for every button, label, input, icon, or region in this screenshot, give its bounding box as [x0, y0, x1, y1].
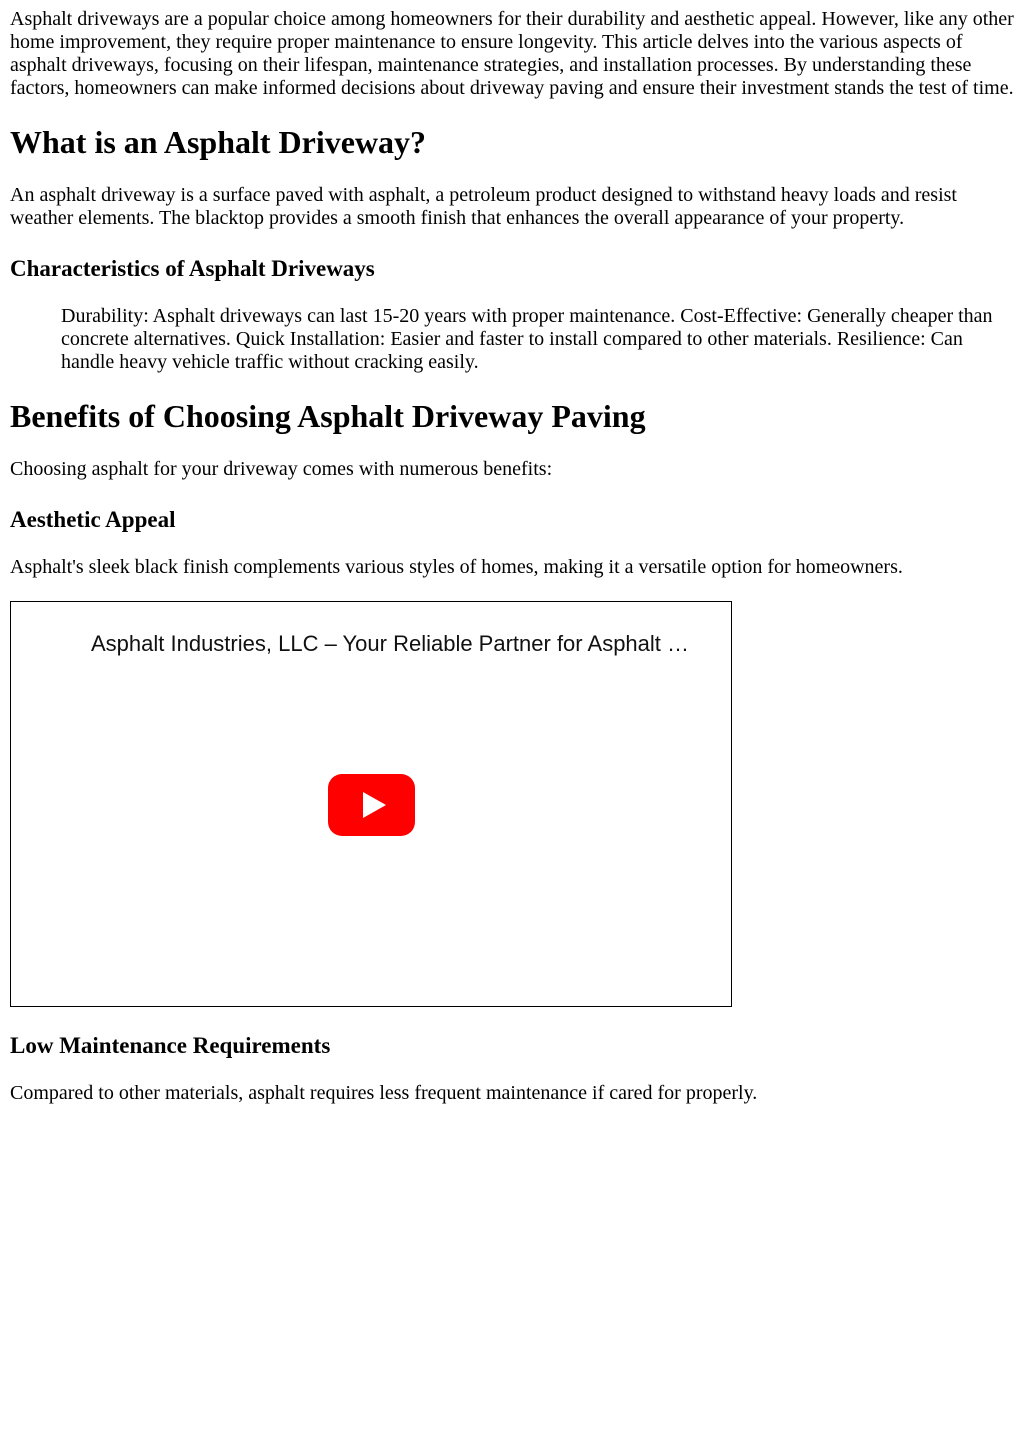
benefits-paragraph: Choosing asphalt for your driveway comes with numerous benefits: — [10, 458, 553, 480]
heading-benefits: Benefits of Choosing Asphalt Driveway Paving — [10, 398, 646, 434]
heading-characteristics: Characteristics of Asphalt Driveways — [10, 256, 375, 281]
video-embed[interactable] — [10, 601, 732, 1007]
video-title[interactable]: Asphalt Industries, LLC – Your Reliable Partner for Asphalt … — [91, 631, 690, 656]
heading-low-maintenance: Low Maintenance Requirements — [10, 1033, 331, 1058]
heading-what-is-asphalt-driveway: What is an Asphalt Driveway? — [10, 124, 427, 160]
what-paragraph: An asphalt driveway is a surface paved with asphalt, a petroleum product designed to withstand heavy loads and resist weather elements. The blacktop provides a smooth finish that enhances the overall appearance of your property. — [10, 184, 957, 229]
heading-aesthetic-appeal: Aesthetic Appeal — [10, 507, 176, 532]
characteristics-blockquote: Durability: Asphalt driveways can last 15-20 years with proper maintenance. Cost-Effective: Generally cheaper than concrete alternatives. Quick Installation: Easier and faster to install compared to other materials. Resilience: Can handle heavy vehicle traffic without cracking easily. — [61, 305, 993, 373]
low-maintenance-paragraph: Compared to other materials, asphalt requires less frequent maintenance if cared for properly. — [10, 1082, 758, 1104]
intro-paragraph: Asphalt driveways are a popular choice among homeowners for their durability and aesthetic appeal. However, like any other home improvement, they require proper maintenance to ensure longevity. This article delves into the various aspects of asphalt driveways, focusing on their lifespan, maintenance strategies, and installation processes. By understanding these factors, homeowners can make informed decisions about driveway paving and ensure their investment stands the test of time. — [10, 8, 1014, 99]
youtube-play-icon[interactable] — [328, 774, 415, 836]
aesthetic-paragraph: Asphalt's sleek black finish complements various styles of homes, making it a versatile option for homeowners. — [10, 556, 903, 578]
